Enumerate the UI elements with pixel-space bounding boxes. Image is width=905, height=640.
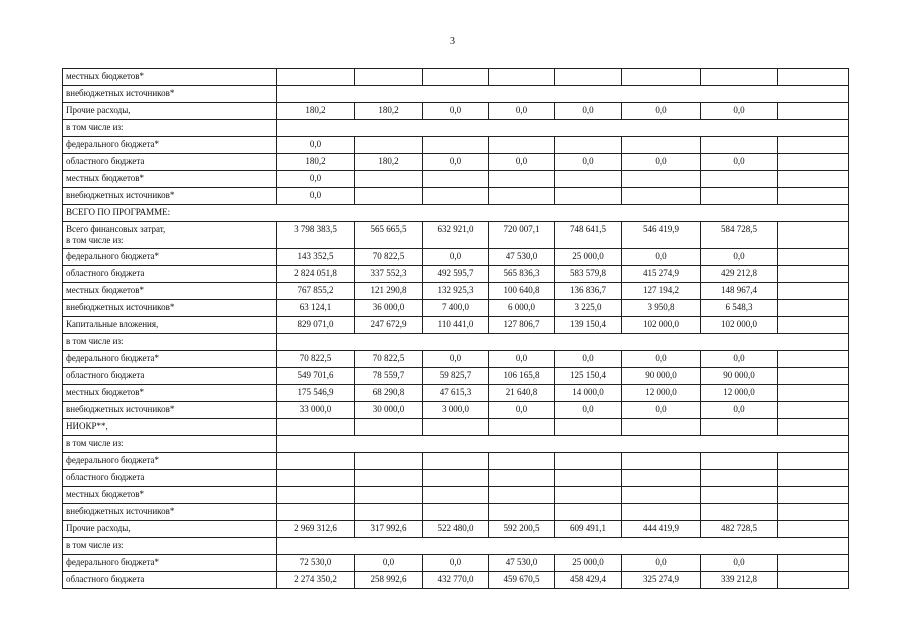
value-cell	[489, 69, 555, 86]
table-row	[63, 188, 849, 205]
row-label: федерального бюджета*	[63, 249, 277, 266]
value-cell: 127 806,7	[489, 317, 555, 334]
value-cell: 0,0	[423, 249, 489, 266]
value-cell: 47 615,3	[423, 385, 489, 402]
value-cell: 139 150,4	[555, 317, 622, 334]
table-row	[63, 572, 849, 589]
row-label: внебюджетных источников*	[63, 300, 277, 317]
value-cell: 0,0	[489, 103, 555, 120]
value-cell	[423, 453, 489, 470]
table-row	[63, 487, 849, 504]
empty-span-cell	[277, 436, 849, 453]
value-cell: 36 000,0	[355, 300, 423, 317]
value-cell: 30 000,0	[355, 402, 423, 419]
row-label: федерального бюджета*	[63, 137, 277, 154]
value-cell: 6 000,0	[489, 300, 555, 317]
value-cell: 3 225,0	[555, 300, 622, 317]
value-cell: 583 579,8	[555, 266, 622, 283]
value-cell: 432 770,0	[423, 572, 489, 589]
table-row	[63, 171, 849, 188]
value-cell: 325 274,9	[622, 572, 701, 589]
value-cell: 180,2	[277, 103, 355, 120]
table-row	[63, 334, 849, 351]
value-cell: 609 491,1	[555, 521, 622, 538]
value-cell: 175 546,9	[277, 385, 355, 402]
value-cell	[355, 487, 423, 504]
value-cell: 100 640,8	[489, 283, 555, 300]
value-cell	[622, 188, 701, 205]
empty-span-cell	[277, 538, 849, 555]
value-cell: 444 419,9	[622, 521, 701, 538]
value-cell	[778, 171, 849, 188]
value-cell	[423, 69, 489, 86]
value-cell: 429 212,8	[701, 266, 778, 283]
row-label: федерального бюджета*	[63, 453, 277, 470]
value-cell: 59 825,7	[423, 368, 489, 385]
value-cell	[778, 300, 849, 317]
value-cell	[355, 470, 423, 487]
value-cell	[622, 69, 701, 86]
row-label: местных бюджетов*	[63, 69, 277, 86]
row-label: в том числе из:	[63, 538, 277, 555]
value-cell: 90 000,0	[622, 368, 701, 385]
value-cell	[701, 470, 778, 487]
value-cell: 0,0	[277, 137, 355, 154]
value-cell	[778, 188, 849, 205]
value-cell: 482 728,5	[701, 521, 778, 538]
value-cell: 0,0	[622, 249, 701, 266]
value-cell	[778, 572, 849, 589]
value-cell: 3 000,0	[423, 402, 489, 419]
empty-span-cell	[277, 120, 849, 137]
row-label: областного бюджета	[63, 572, 277, 589]
value-cell	[622, 504, 701, 521]
value-cell	[423, 470, 489, 487]
value-cell	[701, 504, 778, 521]
value-cell	[423, 504, 489, 521]
value-cell: 720 007,1	[489, 222, 555, 249]
value-cell: 565 665,5	[355, 222, 423, 249]
table-row	[63, 103, 849, 120]
value-cell	[622, 419, 701, 436]
value-cell: 0,0	[423, 555, 489, 572]
value-cell	[277, 470, 355, 487]
value-cell: 3 798 383,5	[277, 222, 355, 249]
value-cell: 136 836,7	[555, 283, 622, 300]
row-label: федерального бюджета*	[63, 351, 277, 368]
budget-table-body	[63, 69, 849, 589]
value-cell	[622, 137, 701, 154]
empty-span-cell	[277, 86, 849, 103]
row-label: местных бюджетов*	[63, 385, 277, 402]
value-cell	[778, 154, 849, 171]
value-cell: 415 274,9	[622, 266, 701, 283]
value-cell	[355, 453, 423, 470]
row-label: областного бюджета	[63, 266, 277, 283]
value-cell	[778, 419, 849, 436]
value-cell	[355, 69, 423, 86]
value-cell: 592 200,5	[489, 521, 555, 538]
value-cell: 549 701,6	[277, 368, 355, 385]
row-label: Прочие расходы,	[63, 521, 277, 538]
value-cell: 0,0	[355, 555, 423, 572]
table-row	[63, 521, 849, 538]
value-cell: 25 000,0	[555, 249, 622, 266]
row-label: внебюджетных источников*	[63, 504, 277, 521]
value-cell: 2 969 312,6	[277, 521, 355, 538]
value-cell	[778, 504, 849, 521]
value-cell: 121 290,8	[355, 283, 423, 300]
row-label: Всего финансовых затрат, в том числе из:	[63, 222, 277, 249]
value-cell	[778, 368, 849, 385]
value-cell	[778, 555, 849, 572]
value-cell: 90 000,0	[701, 368, 778, 385]
value-cell: 0,0	[555, 402, 622, 419]
table-row	[63, 368, 849, 385]
value-cell: 0,0	[555, 154, 622, 171]
value-cell: 0,0	[423, 103, 489, 120]
value-cell	[423, 171, 489, 188]
value-cell: 492 595,7	[423, 266, 489, 283]
row-label: НИОКР**,	[63, 419, 277, 436]
value-cell: 317 992,6	[355, 521, 423, 538]
value-cell	[489, 470, 555, 487]
value-cell	[701, 188, 778, 205]
table-row	[63, 402, 849, 419]
value-cell	[355, 137, 423, 154]
row-label: областного бюджета	[63, 470, 277, 487]
value-cell: 0,0	[489, 154, 555, 171]
table-row	[63, 266, 849, 283]
value-cell	[622, 453, 701, 470]
row-label: областного бюджета	[63, 154, 277, 171]
table-row	[63, 555, 849, 572]
value-cell	[778, 266, 849, 283]
value-cell: 632 921,0	[423, 222, 489, 249]
value-cell	[423, 487, 489, 504]
value-cell: 0,0	[622, 103, 701, 120]
value-cell	[778, 103, 849, 120]
value-cell: 0,0	[277, 188, 355, 205]
value-cell	[277, 453, 355, 470]
value-cell	[778, 249, 849, 266]
value-cell	[555, 470, 622, 487]
value-cell: 0,0	[622, 351, 701, 368]
value-cell: 2 824 051,8	[277, 266, 355, 283]
value-cell: 132 925,3	[423, 283, 489, 300]
table-row	[63, 86, 849, 103]
value-cell	[622, 171, 701, 188]
value-cell: 546 419,9	[622, 222, 701, 249]
value-cell: 125 150,4	[555, 368, 622, 385]
value-cell: 72 530,0	[277, 555, 355, 572]
value-cell	[423, 137, 489, 154]
value-cell	[778, 470, 849, 487]
row-label: федерального бюджета*	[63, 555, 277, 572]
value-cell: 21 640,8	[489, 385, 555, 402]
value-cell: 14 000,0	[555, 385, 622, 402]
value-cell	[622, 487, 701, 504]
table-row	[63, 205, 849, 222]
value-cell: 33 000,0	[277, 402, 355, 419]
value-cell: 12 000,0	[622, 385, 701, 402]
value-cell: 63 124,1	[277, 300, 355, 317]
value-cell: 70 822,5	[355, 249, 423, 266]
table-row	[63, 385, 849, 402]
value-cell: 2 274 350,2	[277, 572, 355, 589]
value-cell	[778, 222, 849, 249]
value-cell: 110 441,0	[423, 317, 489, 334]
value-cell	[489, 171, 555, 188]
value-cell	[778, 453, 849, 470]
value-cell: 0,0	[701, 249, 778, 266]
value-cell: 0,0	[489, 402, 555, 419]
table-row	[63, 504, 849, 521]
value-cell: 829 071,0	[277, 317, 355, 334]
value-cell	[489, 188, 555, 205]
table-row	[63, 470, 849, 487]
value-cell	[778, 317, 849, 334]
value-cell: 0,0	[423, 351, 489, 368]
table-row	[63, 436, 849, 453]
value-cell	[778, 283, 849, 300]
value-cell	[355, 171, 423, 188]
value-cell	[355, 419, 423, 436]
value-cell	[778, 385, 849, 402]
value-cell	[701, 137, 778, 154]
value-cell: 0,0	[277, 171, 355, 188]
table-row	[63, 222, 849, 249]
value-cell: 127 194,2	[622, 283, 701, 300]
row-label: в том числе из:	[63, 436, 277, 453]
value-cell	[778, 351, 849, 368]
value-cell: 70 822,5	[277, 351, 355, 368]
value-cell: 68 290,8	[355, 385, 423, 402]
table-row	[63, 300, 849, 317]
row-label: местных бюджетов*	[63, 171, 277, 188]
value-cell: 70 822,5	[355, 351, 423, 368]
value-cell: 459 670,5	[489, 572, 555, 589]
value-cell: 106 165,8	[489, 368, 555, 385]
value-cell: 458 429,4	[555, 572, 622, 589]
value-cell	[423, 419, 489, 436]
row-label: внебюджетных источников*	[63, 86, 277, 103]
value-cell: 0,0	[555, 351, 622, 368]
value-cell	[778, 137, 849, 154]
row-label: местных бюджетов*	[63, 487, 277, 504]
value-cell: 143 352,5	[277, 249, 355, 266]
value-cell: 0,0	[701, 103, 778, 120]
page-number: 3	[450, 36, 455, 47]
value-cell: 47 530,0	[489, 249, 555, 266]
value-cell: 102 000,0	[701, 317, 778, 334]
value-cell	[423, 188, 489, 205]
value-cell	[701, 69, 778, 86]
value-cell	[355, 188, 423, 205]
value-cell	[277, 504, 355, 521]
value-cell	[778, 521, 849, 538]
empty-span-cell	[277, 334, 849, 351]
row-label: областного бюджета	[63, 368, 277, 385]
row-label: местных бюджетов*	[63, 283, 277, 300]
value-cell	[555, 504, 622, 521]
value-cell	[489, 504, 555, 521]
value-cell: 522 480,0	[423, 521, 489, 538]
value-cell	[701, 419, 778, 436]
value-cell	[555, 188, 622, 205]
value-cell: 3 950,8	[622, 300, 701, 317]
value-cell	[555, 419, 622, 436]
value-cell: 0,0	[555, 103, 622, 120]
value-cell	[555, 171, 622, 188]
budget-table	[62, 68, 849, 589]
row-label: Капитальные вложения,	[63, 317, 277, 334]
table-row	[63, 453, 849, 470]
row-label: в том числе из:	[63, 334, 277, 351]
value-cell: 339 212,8	[701, 572, 778, 589]
value-cell: 0,0	[701, 555, 778, 572]
value-cell: 7 400,0	[423, 300, 489, 317]
value-cell: 148 967,4	[701, 283, 778, 300]
value-cell	[778, 69, 849, 86]
value-cell	[778, 487, 849, 504]
value-cell	[355, 504, 423, 521]
value-cell	[701, 487, 778, 504]
value-cell: 180,2	[277, 154, 355, 171]
value-cell: 78 559,7	[355, 368, 423, 385]
value-cell: 0,0	[423, 154, 489, 171]
value-cell	[277, 419, 355, 436]
value-cell: 337 552,3	[355, 266, 423, 283]
value-cell	[489, 487, 555, 504]
table-row	[63, 538, 849, 555]
value-cell: 0,0	[622, 402, 701, 419]
value-cell	[489, 137, 555, 154]
value-cell	[701, 453, 778, 470]
value-cell: 0,0	[489, 351, 555, 368]
table-row	[63, 137, 849, 154]
table-row	[63, 154, 849, 171]
value-cell: 258 992,6	[355, 572, 423, 589]
row-label: ВСЕГО ПО ПРОГРАММЕ:	[63, 205, 849, 222]
value-cell: 0,0	[622, 154, 701, 171]
value-cell	[622, 470, 701, 487]
value-cell	[555, 487, 622, 504]
value-cell: 247 672,9	[355, 317, 423, 334]
value-cell: 47 530,0	[489, 555, 555, 572]
value-cell	[778, 402, 849, 419]
table-row	[63, 69, 849, 86]
row-label: Прочие расходы,	[63, 103, 277, 120]
table-row	[63, 283, 849, 300]
value-cell: 0,0	[701, 402, 778, 419]
table-row	[63, 351, 849, 368]
value-cell: 102 000,0	[622, 317, 701, 334]
value-cell: 6 548,3	[701, 300, 778, 317]
value-cell: 565 836,3	[489, 266, 555, 283]
table-row	[63, 249, 849, 266]
value-cell	[489, 453, 555, 470]
row-label: в том числе из:	[63, 120, 277, 137]
value-cell: 180,2	[355, 154, 423, 171]
value-cell	[555, 453, 622, 470]
value-cell	[277, 487, 355, 504]
value-cell	[489, 419, 555, 436]
value-cell: 25 000,0	[555, 555, 622, 572]
row-label: внебюджетных источников*	[63, 402, 277, 419]
value-cell	[701, 171, 778, 188]
value-cell	[555, 137, 622, 154]
value-cell: 12 000,0	[701, 385, 778, 402]
value-cell: 0,0	[622, 555, 701, 572]
value-cell: 0,0	[701, 154, 778, 171]
table-row	[63, 120, 849, 137]
value-cell: 180,2	[355, 103, 423, 120]
value-cell: 584 728,5	[701, 222, 778, 249]
value-cell	[277, 69, 355, 86]
value-cell: 767 855,2	[277, 283, 355, 300]
value-cell	[555, 69, 622, 86]
value-cell: 748 641,5	[555, 222, 622, 249]
table-row	[63, 419, 849, 436]
value-cell: 0,0	[701, 351, 778, 368]
table-row	[63, 317, 849, 334]
row-label: внебюджетных источников*	[63, 188, 277, 205]
